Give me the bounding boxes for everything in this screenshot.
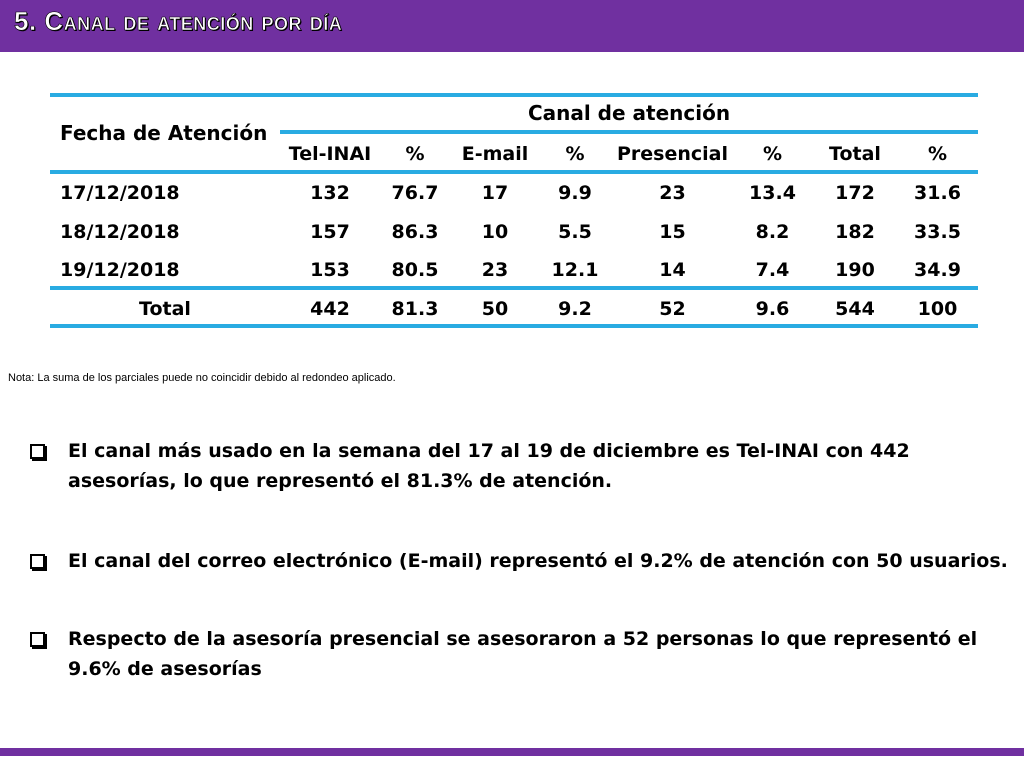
- cell-pct-2: 12.1: [551, 259, 599, 281]
- cell-presencial: 14: [659, 259, 686, 281]
- cell-total: 190: [835, 259, 875, 281]
- checkbox-bullet-icon: [30, 632, 45, 647]
- col-header-total: Total: [829, 143, 881, 165]
- total-pct-1: 81.3: [391, 298, 439, 320]
- cell-total: 172: [835, 182, 875, 204]
- header-bottom-rule: [50, 170, 978, 174]
- cell-tel-inai: 153: [310, 259, 350, 281]
- col-header-pct-2: %: [565, 143, 585, 165]
- col-header-pct-1: %: [405, 143, 425, 165]
- checkbox-bullet-icon: [30, 444, 45, 459]
- bullet-text: El canal más usado en la semana del 17 al 19 de diciembre es Tel-INAI con 442 asesorías, lo que representó el 81.3% de atención.: [68, 440, 910, 492]
- cell-presencial: 23: [659, 182, 686, 204]
- cell-pct-3: 7.4: [755, 259, 790, 281]
- table-note: Nota: La suma de los parciales puede no coincidir debido al redondeo aplicado.: [8, 372, 396, 384]
- cell-total: 182: [835, 221, 875, 243]
- total-top-rule: [50, 286, 978, 290]
- checkbox-bullet-icon: [30, 554, 45, 569]
- bottom-bar: [0, 748, 1024, 756]
- cell-pct-4: 31.6: [914, 182, 961, 204]
- cell-pct-4: 33.5: [914, 221, 961, 243]
- cell-tel-inai: 132: [310, 182, 350, 204]
- col-header-tel-inai: Tel-INAI: [288, 143, 372, 165]
- total-total: 544: [835, 298, 875, 320]
- cell-pct-2: 5.5: [558, 221, 592, 243]
- total-tel-inai: 442: [310, 298, 350, 320]
- cell-pct-3: 8.2: [755, 221, 790, 243]
- title-bar: [0, 0, 1024, 52]
- cell-email: 23: [481, 259, 509, 281]
- cell-pct-4: 34.9: [914, 259, 961, 281]
- row-date: 19/12/2018: [60, 259, 180, 281]
- cell-pct-1: 80.5: [391, 259, 439, 281]
- col-header-pct-3: %: [762, 143, 783, 165]
- total-pct-2: 9.2: [558, 298, 592, 320]
- cell-pct-1: 86.3: [391, 221, 439, 243]
- row-date: 17/12/2018: [60, 182, 180, 204]
- cell-pct-2: 9.9: [558, 182, 592, 204]
- total-pct-3: 9.6: [755, 298, 790, 320]
- col-header-email: E-mail: [461, 143, 529, 165]
- cell-pct-3: 13.4: [749, 182, 796, 204]
- total-pct-4: 100: [917, 298, 958, 320]
- table-top-rule: [50, 93, 978, 97]
- group-header-rule: [280, 130, 978, 134]
- cell-email: 17: [481, 182, 509, 204]
- page-title: 5. Canal de atención por día: [14, 6, 343, 36]
- cell-presencial: 15: [659, 221, 686, 243]
- cell-pct-1: 76.7: [391, 182, 439, 204]
- cell-tel-inai: 157: [310, 221, 350, 243]
- total-email: 50: [481, 298, 509, 320]
- total-presencial: 52: [659, 298, 686, 320]
- col-header-pct-4: %: [927, 143, 948, 165]
- table-bottom-rule: [50, 324, 978, 328]
- row-date: 18/12/2018: [60, 221, 180, 243]
- group-header-label: Canal de atención: [527, 101, 731, 125]
- cell-email: 10: [481, 221, 509, 243]
- row-header-label: Fecha de Atención: [60, 121, 268, 145]
- total-label: Total: [139, 298, 191, 320]
- bullet-text: El canal del correo electrónico (E-mail) representó el 9.2% de atención con 50 usuarios.: [68, 550, 1008, 572]
- bullet-text: Respecto de la asesoría presencial se asesoraron a 52 personas lo que representó el 9.6% de asesorías: [68, 628, 978, 680]
- col-header-presencial: Presencial: [616, 143, 728, 165]
